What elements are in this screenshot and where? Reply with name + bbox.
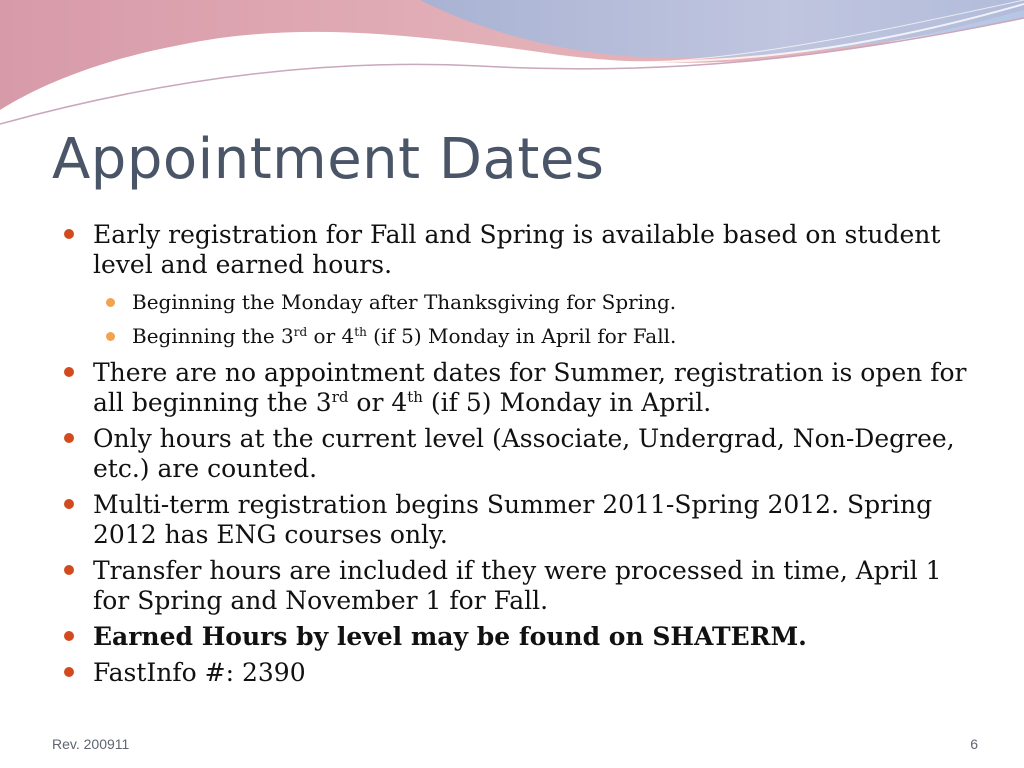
bullet-dot-icon <box>64 229 74 239</box>
header-wave-decoration <box>0 0 1024 130</box>
bullet-item <box>62 220 972 280</box>
slide-title: Appointment Dates <box>52 127 605 192</box>
bullet-dot-icon <box>64 367 74 377</box>
bullet-item <box>62 556 972 616</box>
bullet-text: Only hours at the current level (Associate, Undergrad, Non-Degree, etc.) are counted. <box>93 424 955 483</box>
bullet-dot-icon <box>64 433 74 443</box>
bullet-item <box>62 490 972 550</box>
sub-bullet-dot-icon <box>106 332 115 341</box>
bullet-item <box>62 358 972 418</box>
bullet-dot-icon <box>64 565 74 575</box>
bullet-item-bold <box>62 622 972 652</box>
sub-bullet-text: Beginning the 3rd or 4th (if 5) Monday in April for Fall. <box>132 324 677 348</box>
sub-bullet-item <box>104 290 972 315</box>
bullet-dot-icon <box>64 667 74 677</box>
bullet-text: Multi-term registration begins Summer 2011-Spring 2012. Spring 2012 has ENG courses only. <box>93 490 933 549</box>
bullet-text: Earned Hours by level may be found on SHATERM. <box>93 622 807 651</box>
bullet-text: Transfer hours are included if they were processed in time, April 1 for Spring and November 1 for Fall. <box>93 556 942 615</box>
bullet-text: Early registration for Fall and Spring is available based on student level and earned hours. <box>93 220 941 279</box>
bullet-text: There are no appointment dates for Summer, registration is open for all beginning the 3rd or 4th (if 5) Monday in April. <box>93 358 967 417</box>
bullet-text: FastInfo #: 2390 <box>93 658 306 687</box>
bullet-item <box>62 658 972 688</box>
bullet-list <box>62 220 972 694</box>
sub-bullet-text: Beginning the Monday after Thanksgiving for Spring. <box>132 290 677 314</box>
revision-footer: Rev. 200911 <box>52 736 130 752</box>
bullet-dot-icon <box>64 499 74 509</box>
sub-bullet-dot-icon <box>106 298 115 307</box>
sub-bullet-item <box>104 324 972 349</box>
bullet-dot-icon <box>64 631 74 641</box>
page-number: 6 <box>970 736 978 752</box>
bullet-item <box>62 424 972 484</box>
